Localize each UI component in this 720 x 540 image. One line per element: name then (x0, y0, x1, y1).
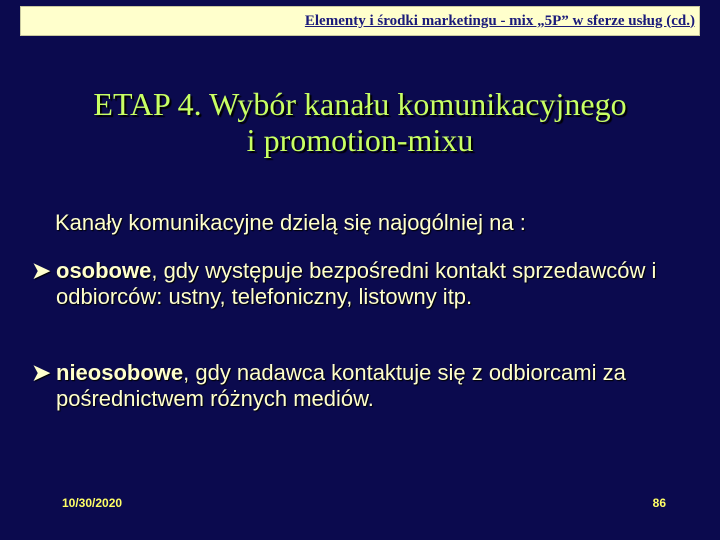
slide-title-line-2: i promotion-mixu (246, 122, 474, 158)
bullet-text: , gdy nadawca kontaktuje się z odbiorcami za pośrednictwem różnych mediów. (56, 360, 626, 411)
intro-text: Kanały komunikacyjne dzielą się najogólniej na : (55, 210, 526, 235)
bullet-term: nieosobowe (56, 360, 184, 385)
bullet-text: , gdy występuje bezpośredni kontakt sprzedawców i odbiorców: ustny, telefoniczny, listowny itp. (56, 258, 657, 309)
bullet-body (56, 258, 692, 310)
footer-page-number: 86 (652, 496, 666, 510)
bullet-item-nieosobowe (32, 360, 692, 412)
bullet-item-osobowe (32, 258, 692, 310)
arrow-right-icon: ➤ (32, 258, 51, 283)
bullet-term: osobowe (56, 258, 152, 283)
bullet-body (56, 360, 692, 412)
header-bar (20, 6, 700, 36)
arrow-right-icon: ➤ (32, 360, 51, 385)
slide-title (20, 86, 700, 158)
header-title: Elementy i środki marketingu - mix „5P” w sferze usług (cd.) (304, 12, 695, 29)
slide-title-line-1: ETAP 4. Wybór kanału komunikacyjnego (93, 86, 627, 122)
footer-date: 10/30/2020 (62, 496, 123, 510)
